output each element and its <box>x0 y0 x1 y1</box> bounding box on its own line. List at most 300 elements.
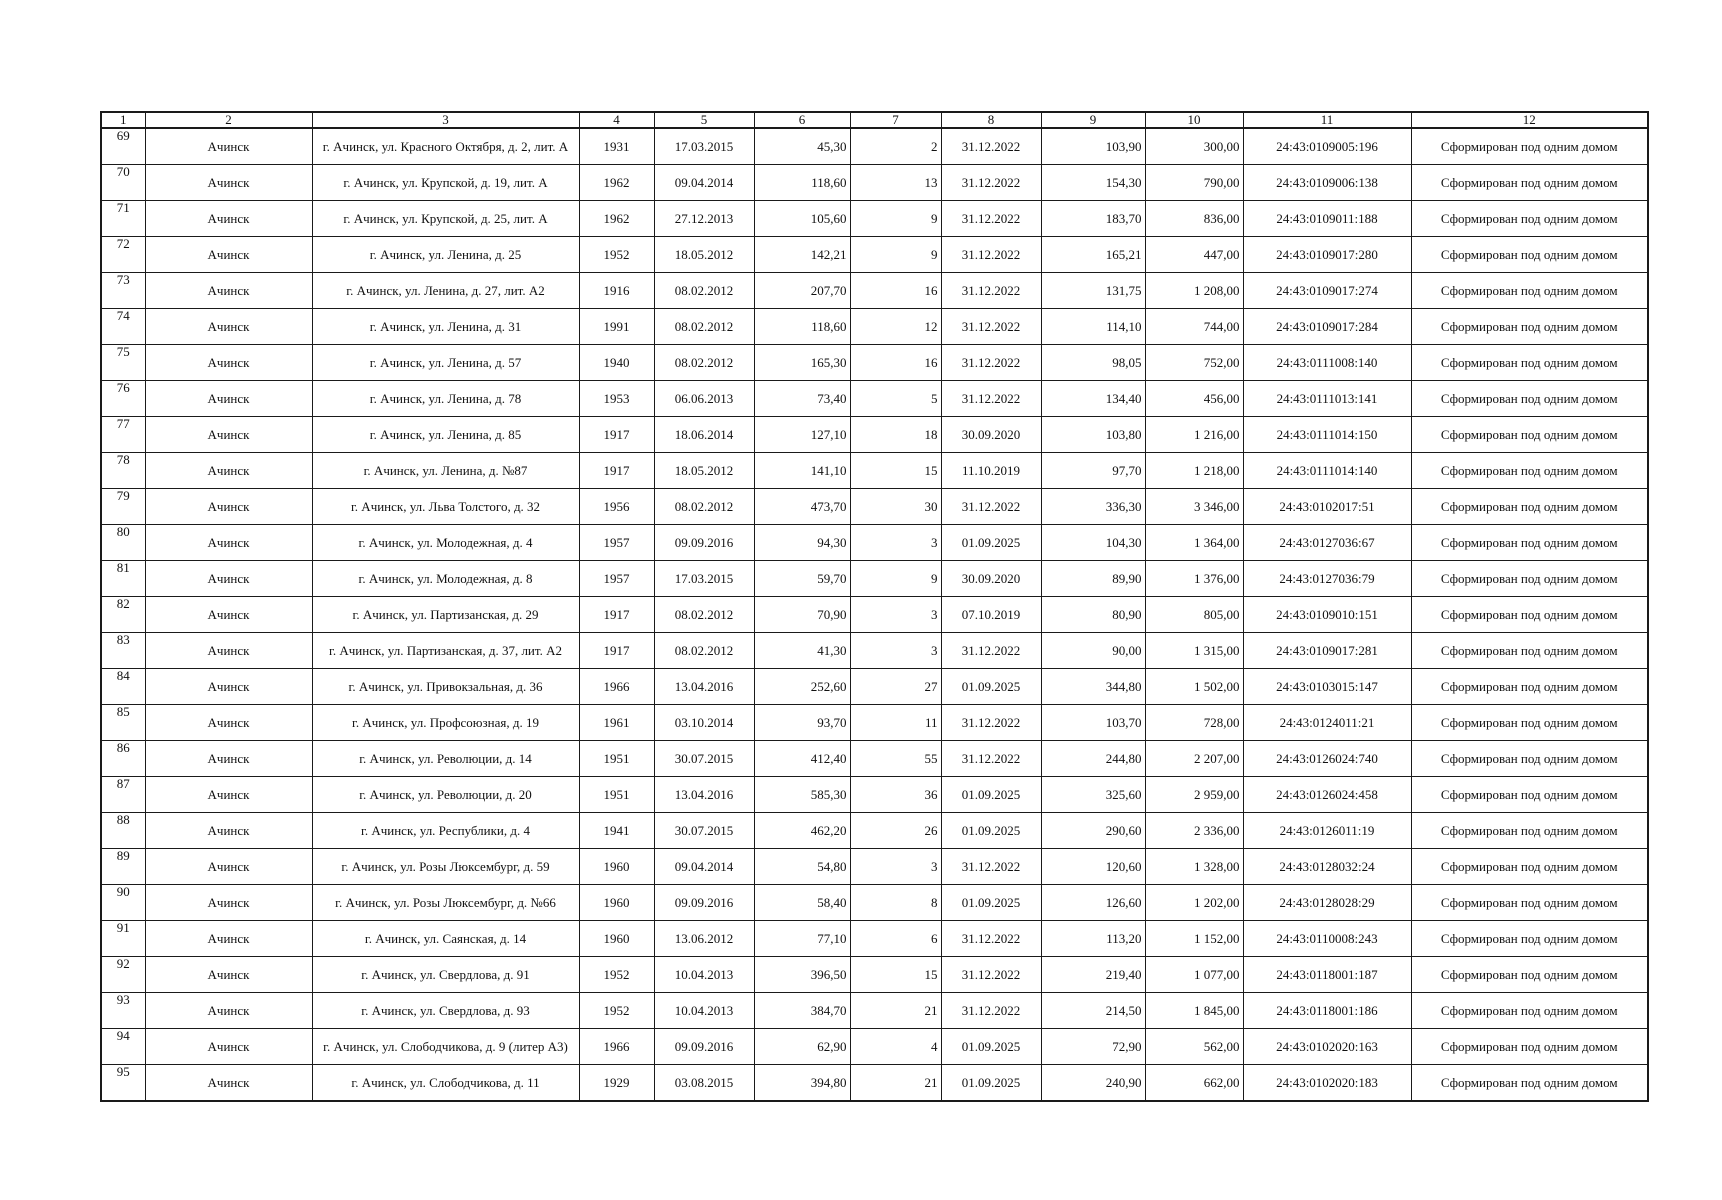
resettlement-deadline-cell: 31.12.2022 <box>941 921 1041 957</box>
address-cell: г. Ачинск, ул. Крупской, д. 19, лит. А <box>312 165 579 201</box>
row-number-cell: 77 <box>101 417 145 453</box>
cadastral-number-cell: 24:43:0102020:163 <box>1243 1029 1411 1065</box>
row-number-cell: 86 <box>101 741 145 777</box>
land-plot-note-cell: Сформирован под одним домом <box>1411 525 1648 561</box>
resettlement-deadline-cell: 31.12.2022 <box>941 849 1041 885</box>
row-number-cell: 85 <box>101 705 145 741</box>
total-area-cell: 59,70 <box>754 561 850 597</box>
address-cell: г. Ачинск, ул. Революции, д. 14 <box>312 741 579 777</box>
land-plot-note-cell: Сформирован под одним домом <box>1411 165 1648 201</box>
total-area-cell: 58,40 <box>754 885 850 921</box>
cadastral-number-cell: 24:43:0109017:280 <box>1243 237 1411 273</box>
table-row <box>101 309 1648 345</box>
land-area-cell: 805,00 <box>1145 597 1243 633</box>
land-area-cell: 744,00 <box>1145 309 1243 345</box>
area-value-cell: 325,60 <box>1041 777 1145 813</box>
area-value-cell: 72,90 <box>1041 1029 1145 1065</box>
total-area-cell: 94,30 <box>754 525 850 561</box>
land-area-cell: 752,00 <box>1145 345 1243 381</box>
housing-registry-table <box>100 111 1649 1102</box>
year-built-cell: 1953 <box>579 381 654 417</box>
survey-date-cell: 18.06.2014 <box>654 417 754 453</box>
address-cell: г. Ачинск, ул. Крупской, д. 25, лит. А <box>312 201 579 237</box>
resettlement-deadline-cell: 01.09.2025 <box>941 885 1041 921</box>
column-header: 8 <box>941 112 1041 128</box>
table-row <box>101 201 1648 237</box>
area-value-cell: 219,40 <box>1041 957 1145 993</box>
land-area-cell: 3 346,00 <box>1145 489 1243 525</box>
cadastral-number-cell: 24:43:0127036:67 <box>1243 525 1411 561</box>
year-built-cell: 1951 <box>579 777 654 813</box>
table-row <box>101 489 1648 525</box>
land-plot-note-cell: Сформирован под одним домом <box>1411 993 1648 1029</box>
address-cell: г. Ачинск, ул. Ленина, д. №87 <box>312 453 579 489</box>
survey-date-cell: 09.09.2016 <box>654 525 754 561</box>
column-header: 2 <box>145 112 312 128</box>
cadastral-number-cell: 24:43:0103015:147 <box>1243 669 1411 705</box>
address-cell: г. Ачинск, ул. Розы Люксембург, д. 59 <box>312 849 579 885</box>
resettlement-deadline-cell: 31.12.2022 <box>941 993 1041 1029</box>
residents-count-cell: 30 <box>850 489 941 525</box>
settlement-cell: Ачинск <box>145 165 312 201</box>
column-number-row <box>101 112 1648 128</box>
land-area-cell: 1 218,00 <box>1145 453 1243 489</box>
year-built-cell: 1991 <box>579 309 654 345</box>
total-area-cell: 384,70 <box>754 993 850 1029</box>
address-cell: г. Ачинск, ул. Республики, д. 4 <box>312 813 579 849</box>
land-area-cell: 1 502,00 <box>1145 669 1243 705</box>
residents-count-cell: 3 <box>850 597 941 633</box>
resettlement-deadline-cell: 31.12.2022 <box>941 705 1041 741</box>
residents-count-cell: 27 <box>850 669 941 705</box>
land-area-cell: 300,00 <box>1145 128 1243 165</box>
total-area-cell: 118,60 <box>754 165 850 201</box>
total-area-cell: 45,30 <box>754 128 850 165</box>
settlement-cell: Ачинск <box>145 561 312 597</box>
land-area-cell: 1 364,00 <box>1145 525 1243 561</box>
survey-date-cell: 09.09.2016 <box>654 885 754 921</box>
row-number-cell: 70 <box>101 165 145 201</box>
survey-date-cell: 18.05.2012 <box>654 453 754 489</box>
year-built-cell: 1957 <box>579 561 654 597</box>
land-plot-note-cell: Сформирован под одним домом <box>1411 777 1648 813</box>
settlement-cell: Ачинск <box>145 453 312 489</box>
cadastral-number-cell: 24:43:0126024:740 <box>1243 741 1411 777</box>
resettlement-deadline-cell: 01.09.2025 <box>941 1029 1041 1065</box>
address-cell: г. Ачинск, ул. Партизанская, д. 37, лит. А2 <box>312 633 579 669</box>
resettlement-deadline-cell: 31.12.2022 <box>941 741 1041 777</box>
settlement-cell: Ачинск <box>145 381 312 417</box>
land-plot-note-cell: Сформирован под одним домом <box>1411 345 1648 381</box>
cadastral-number-cell: 24:43:0102017:51 <box>1243 489 1411 525</box>
area-value-cell: 103,90 <box>1041 128 1145 165</box>
settlement-cell: Ачинск <box>145 993 312 1029</box>
total-area-cell: 93,70 <box>754 705 850 741</box>
address-cell: г. Ачинск, ул. Профсоюзная, д. 19 <box>312 705 579 741</box>
row-number-cell: 87 <box>101 777 145 813</box>
address-cell: г. Ачинск, ул. Слободчикова, д. 11 <box>312 1065 579 1102</box>
land-plot-note-cell: Сформирован под одним домом <box>1411 237 1648 273</box>
area-value-cell: 290,60 <box>1041 813 1145 849</box>
row-number-cell: 71 <box>101 201 145 237</box>
survey-date-cell: 17.03.2015 <box>654 561 754 597</box>
cadastral-number-cell: 24:43:0126024:458 <box>1243 777 1411 813</box>
land-area-cell: 2 959,00 <box>1145 777 1243 813</box>
residents-count-cell: 21 <box>850 1065 941 1102</box>
total-area-cell: 473,70 <box>754 489 850 525</box>
column-header: 5 <box>654 112 754 128</box>
land-area-cell: 790,00 <box>1145 165 1243 201</box>
total-area-cell: 462,20 <box>754 813 850 849</box>
land-plot-note-cell: Сформирован под одним домом <box>1411 597 1648 633</box>
area-value-cell: 154,30 <box>1041 165 1145 201</box>
year-built-cell: 1952 <box>579 237 654 273</box>
address-cell: г. Ачинск, ул. Партизанская, д. 29 <box>312 597 579 633</box>
row-number-cell: 81 <box>101 561 145 597</box>
cadastral-number-cell: 24:43:0109017:281 <box>1243 633 1411 669</box>
land-plot-note-cell: Сформирован под одним домом <box>1411 921 1648 957</box>
settlement-cell: Ачинск <box>145 201 312 237</box>
year-built-cell: 1960 <box>579 885 654 921</box>
total-area-cell: 105,60 <box>754 201 850 237</box>
residents-count-cell: 36 <box>850 777 941 813</box>
year-built-cell: 1940 <box>579 345 654 381</box>
column-header: 12 <box>1411 112 1648 128</box>
settlement-cell: Ачинск <box>145 309 312 345</box>
settlement-cell: Ачинск <box>145 489 312 525</box>
land-area-cell: 836,00 <box>1145 201 1243 237</box>
residents-count-cell: 13 <box>850 165 941 201</box>
settlement-cell: Ачинск <box>145 597 312 633</box>
land-area-cell: 1 208,00 <box>1145 273 1243 309</box>
column-header: 9 <box>1041 112 1145 128</box>
table-row <box>101 525 1648 561</box>
survey-date-cell: 17.03.2015 <box>654 128 754 165</box>
survey-date-cell: 08.02.2012 <box>654 273 754 309</box>
cadastral-number-cell: 24:43:0127036:79 <box>1243 561 1411 597</box>
land-area-cell: 562,00 <box>1145 1029 1243 1065</box>
row-number-cell: 93 <box>101 993 145 1029</box>
row-number-cell: 91 <box>101 921 145 957</box>
resettlement-deadline-cell: 01.09.2025 <box>941 813 1041 849</box>
area-value-cell: 244,80 <box>1041 741 1145 777</box>
land-plot-note-cell: Сформирован под одним домом <box>1411 128 1648 165</box>
area-value-cell: 131,75 <box>1041 273 1145 309</box>
row-number-cell: 82 <box>101 597 145 633</box>
area-value-cell: 104,30 <box>1041 525 1145 561</box>
residents-count-cell: 2 <box>850 128 941 165</box>
land-plot-note-cell: Сформирован под одним домом <box>1411 453 1648 489</box>
residents-count-cell: 5 <box>850 381 941 417</box>
area-value-cell: 114,10 <box>1041 309 1145 345</box>
year-built-cell: 1941 <box>579 813 654 849</box>
settlement-cell: Ачинск <box>145 417 312 453</box>
land-area-cell: 1 376,00 <box>1145 561 1243 597</box>
cadastral-number-cell: 24:43:0118001:186 <box>1243 993 1411 1029</box>
settlement-cell: Ачинск <box>145 813 312 849</box>
table-row <box>101 381 1648 417</box>
resettlement-deadline-cell: 31.12.2022 <box>941 489 1041 525</box>
resettlement-deadline-cell: 31.12.2022 <box>941 345 1041 381</box>
address-cell: г. Ачинск, ул. Свердлова, д. 91 <box>312 957 579 993</box>
area-value-cell: 97,70 <box>1041 453 1145 489</box>
survey-date-cell: 30.07.2015 <box>654 813 754 849</box>
total-area-cell: 165,30 <box>754 345 850 381</box>
total-area-cell: 142,21 <box>754 237 850 273</box>
address-cell: г. Ачинск, ул. Молодежная, д. 4 <box>312 525 579 561</box>
table-row <box>101 273 1648 309</box>
cadastral-number-cell: 24:43:0128032:24 <box>1243 849 1411 885</box>
land-area-cell: 1 216,00 <box>1145 417 1243 453</box>
area-value-cell: 126,60 <box>1041 885 1145 921</box>
survey-date-cell: 10.04.2013 <box>654 957 754 993</box>
land-plot-note-cell: Сформирован под одним домом <box>1411 957 1648 993</box>
year-built-cell: 1962 <box>579 201 654 237</box>
table-row <box>101 128 1648 165</box>
address-cell: г. Ачинск, ул. Розы Люксембург, д. №66 <box>312 885 579 921</box>
year-built-cell: 1917 <box>579 597 654 633</box>
address-cell: г. Ачинск, ул. Революции, д. 20 <box>312 777 579 813</box>
year-built-cell: 1952 <box>579 957 654 993</box>
table-row <box>101 345 1648 381</box>
land-area-cell: 1 077,00 <box>1145 957 1243 993</box>
cadastral-number-cell: 24:43:0109005:196 <box>1243 128 1411 165</box>
address-cell: г. Ачинск, ул. Слободчикова, д. 9 (литер А3) <box>312 1029 579 1065</box>
survey-date-cell: 08.02.2012 <box>654 597 754 633</box>
area-value-cell: 344,80 <box>1041 669 1145 705</box>
table-row <box>101 453 1648 489</box>
address-cell: г. Ачинск, ул. Свердлова, д. 93 <box>312 993 579 1029</box>
resettlement-deadline-cell: 11.10.2019 <box>941 453 1041 489</box>
land-area-cell: 447,00 <box>1145 237 1243 273</box>
area-value-cell: 120,60 <box>1041 849 1145 885</box>
year-built-cell: 1929 <box>579 1065 654 1102</box>
cadastral-number-cell: 24:43:0128028:29 <box>1243 885 1411 921</box>
land-area-cell: 1 152,00 <box>1145 921 1243 957</box>
survey-date-cell: 09.04.2014 <box>654 165 754 201</box>
survey-date-cell: 03.10.2014 <box>654 705 754 741</box>
settlement-cell: Ачинск <box>145 633 312 669</box>
column-header: 4 <box>579 112 654 128</box>
year-built-cell: 1917 <box>579 453 654 489</box>
total-area-cell: 207,70 <box>754 273 850 309</box>
residents-count-cell: 6 <box>850 921 941 957</box>
area-value-cell: 183,70 <box>1041 201 1145 237</box>
row-number-cell: 83 <box>101 633 145 669</box>
area-value-cell: 103,80 <box>1041 417 1145 453</box>
resettlement-deadline-cell: 01.09.2025 <box>941 777 1041 813</box>
table-row <box>101 993 1648 1029</box>
total-area-cell: 127,10 <box>754 417 850 453</box>
row-number-cell: 76 <box>101 381 145 417</box>
settlement-cell: Ачинск <box>145 237 312 273</box>
year-built-cell: 1917 <box>579 417 654 453</box>
column-header: 6 <box>754 112 850 128</box>
address-cell: г. Ачинск, ул. Саянская, д. 14 <box>312 921 579 957</box>
cadastral-number-cell: 24:43:0111014:150 <box>1243 417 1411 453</box>
resettlement-deadline-cell: 31.12.2022 <box>941 237 1041 273</box>
row-number-cell: 80 <box>101 525 145 561</box>
land-plot-note-cell: Сформирован под одним домом <box>1411 1065 1648 1102</box>
settlement-cell: Ачинск <box>145 345 312 381</box>
column-header: 3 <box>312 112 579 128</box>
survey-date-cell: 09.09.2016 <box>654 1029 754 1065</box>
resettlement-deadline-cell: 07.10.2019 <box>941 597 1041 633</box>
land-area-cell: 1 328,00 <box>1145 849 1243 885</box>
column-header: 7 <box>850 112 941 128</box>
survey-date-cell: 13.04.2016 <box>654 777 754 813</box>
row-number-cell: 89 <box>101 849 145 885</box>
row-number-cell: 84 <box>101 669 145 705</box>
survey-date-cell: 27.12.2013 <box>654 201 754 237</box>
cadastral-number-cell: 24:43:0102020:183 <box>1243 1065 1411 1102</box>
settlement-cell: Ачинск <box>145 525 312 561</box>
settlement-cell: Ачинск <box>145 273 312 309</box>
land-plot-note-cell: Сформирован под одним домом <box>1411 561 1648 597</box>
table-row <box>101 921 1648 957</box>
row-number-cell: 94 <box>101 1029 145 1065</box>
address-cell: г. Ачинск, ул. Льва Толстого, д. 32 <box>312 489 579 525</box>
table-row <box>101 957 1648 993</box>
residents-count-cell: 9 <box>850 561 941 597</box>
row-number-cell: 73 <box>101 273 145 309</box>
total-area-cell: 77,10 <box>754 921 850 957</box>
table-row <box>101 813 1648 849</box>
year-built-cell: 1966 <box>579 669 654 705</box>
year-built-cell: 1966 <box>579 1029 654 1065</box>
survey-date-cell: 09.04.2014 <box>654 849 754 885</box>
total-area-cell: 412,40 <box>754 741 850 777</box>
table-row <box>101 885 1648 921</box>
cadastral-number-cell: 24:43:0111014:140 <box>1243 453 1411 489</box>
survey-date-cell: 08.02.2012 <box>654 633 754 669</box>
table-row <box>101 705 1648 741</box>
survey-date-cell: 03.08.2015 <box>654 1065 754 1102</box>
address-cell: г. Ачинск, ул. Молодежная, д. 8 <box>312 561 579 597</box>
resettlement-deadline-cell: 31.12.2022 <box>941 128 1041 165</box>
area-value-cell: 240,90 <box>1041 1065 1145 1102</box>
settlement-cell: Ачинск <box>145 669 312 705</box>
settlement-cell: Ачинск <box>145 885 312 921</box>
residents-count-cell: 4 <box>850 1029 941 1065</box>
residents-count-cell: 15 <box>850 453 941 489</box>
total-area-cell: 70,90 <box>754 597 850 633</box>
row-number-cell: 92 <box>101 957 145 993</box>
survey-date-cell: 30.07.2015 <box>654 741 754 777</box>
year-built-cell: 1961 <box>579 705 654 741</box>
land-plot-note-cell: Сформирован под одним домом <box>1411 669 1648 705</box>
year-built-cell: 1917 <box>579 633 654 669</box>
address-cell: г. Ачинск, ул. Ленина, д. 25 <box>312 237 579 273</box>
row-number-cell: 95 <box>101 1065 145 1102</box>
table-row <box>101 597 1648 633</box>
year-built-cell: 1952 <box>579 993 654 1029</box>
table-row <box>101 669 1648 705</box>
table-row <box>101 417 1648 453</box>
table-row <box>101 561 1648 597</box>
residents-count-cell: 15 <box>850 957 941 993</box>
residents-count-cell: 3 <box>850 849 941 885</box>
resettlement-deadline-cell: 31.12.2022 <box>941 633 1041 669</box>
land-plot-note-cell: Сформирован под одним домом <box>1411 705 1648 741</box>
resettlement-deadline-cell: 30.09.2020 <box>941 417 1041 453</box>
survey-date-cell: 08.02.2012 <box>654 309 754 345</box>
area-value-cell: 80,90 <box>1041 597 1145 633</box>
settlement-cell: Ачинск <box>145 1065 312 1102</box>
resettlement-deadline-cell: 01.09.2025 <box>941 1065 1041 1102</box>
resettlement-deadline-cell: 31.12.2022 <box>941 165 1041 201</box>
resettlement-deadline-cell: 31.12.2022 <box>941 273 1041 309</box>
total-area-cell: 54,80 <box>754 849 850 885</box>
row-number-cell: 78 <box>101 453 145 489</box>
column-header: 10 <box>1145 112 1243 128</box>
land-plot-note-cell: Сформирован под одним домом <box>1411 381 1648 417</box>
settlement-cell: Ачинск <box>145 1029 312 1065</box>
cadastral-number-cell: 24:43:0118001:187 <box>1243 957 1411 993</box>
year-built-cell: 1931 <box>579 128 654 165</box>
land-area-cell: 2 336,00 <box>1145 813 1243 849</box>
cadastral-number-cell: 24:43:0109017:284 <box>1243 309 1411 345</box>
resettlement-deadline-cell: 30.09.2020 <box>941 561 1041 597</box>
address-cell: г. Ачинск, ул. Ленина, д. 57 <box>312 345 579 381</box>
cadastral-number-cell: 24:43:0109011:188 <box>1243 201 1411 237</box>
table-row <box>101 777 1648 813</box>
table-row <box>101 1029 1648 1065</box>
cadastral-number-cell: 24:43:0109006:138 <box>1243 165 1411 201</box>
resettlement-deadline-cell: 31.12.2022 <box>941 381 1041 417</box>
total-area-cell: 118,60 <box>754 309 850 345</box>
area-value-cell: 89,90 <box>1041 561 1145 597</box>
land-area-cell: 1 202,00 <box>1145 885 1243 921</box>
residents-count-cell: 16 <box>850 345 941 381</box>
year-built-cell: 1957 <box>579 525 654 561</box>
survey-date-cell: 08.02.2012 <box>654 345 754 381</box>
table-row <box>101 849 1648 885</box>
column-header: 1 <box>101 112 145 128</box>
settlement-cell: Ачинск <box>145 849 312 885</box>
land-plot-note-cell: Сформирован под одним домом <box>1411 741 1648 777</box>
area-value-cell: 165,21 <box>1041 237 1145 273</box>
table-row <box>101 633 1648 669</box>
land-area-cell: 728,00 <box>1145 705 1243 741</box>
table-row <box>101 741 1648 777</box>
area-value-cell: 113,20 <box>1041 921 1145 957</box>
residents-count-cell: 8 <box>850 885 941 921</box>
land-area-cell: 2 207,00 <box>1145 741 1243 777</box>
survey-date-cell: 10.04.2013 <box>654 993 754 1029</box>
year-built-cell: 1960 <box>579 849 654 885</box>
land-area-cell: 1 845,00 <box>1145 993 1243 1029</box>
resettlement-deadline-cell: 31.12.2022 <box>941 957 1041 993</box>
total-area-cell: 141,10 <box>754 453 850 489</box>
land-plot-note-cell: Сформирован под одним домом <box>1411 1029 1648 1065</box>
settlement-cell: Ачинск <box>145 921 312 957</box>
year-built-cell: 1962 <box>579 165 654 201</box>
land-plot-note-cell: Сформирован под одним домом <box>1411 885 1648 921</box>
land-plot-note-cell: Сформирован под одним домом <box>1411 417 1648 453</box>
area-value-cell: 214,50 <box>1041 993 1145 1029</box>
land-plot-note-cell: Сформирован под одним домом <box>1411 813 1648 849</box>
area-value-cell: 336,30 <box>1041 489 1145 525</box>
area-value-cell: 103,70 <box>1041 705 1145 741</box>
residents-count-cell: 11 <box>850 705 941 741</box>
row-number-cell: 72 <box>101 237 145 273</box>
row-number-cell: 74 <box>101 309 145 345</box>
land-plot-note-cell: Сформирован под одним домом <box>1411 273 1648 309</box>
total-area-cell: 252,60 <box>754 669 850 705</box>
address-cell: г. Ачинск, ул. Ленина, д. 27, лит. А2 <box>312 273 579 309</box>
cadastral-number-cell: 24:43:0124011:21 <box>1243 705 1411 741</box>
